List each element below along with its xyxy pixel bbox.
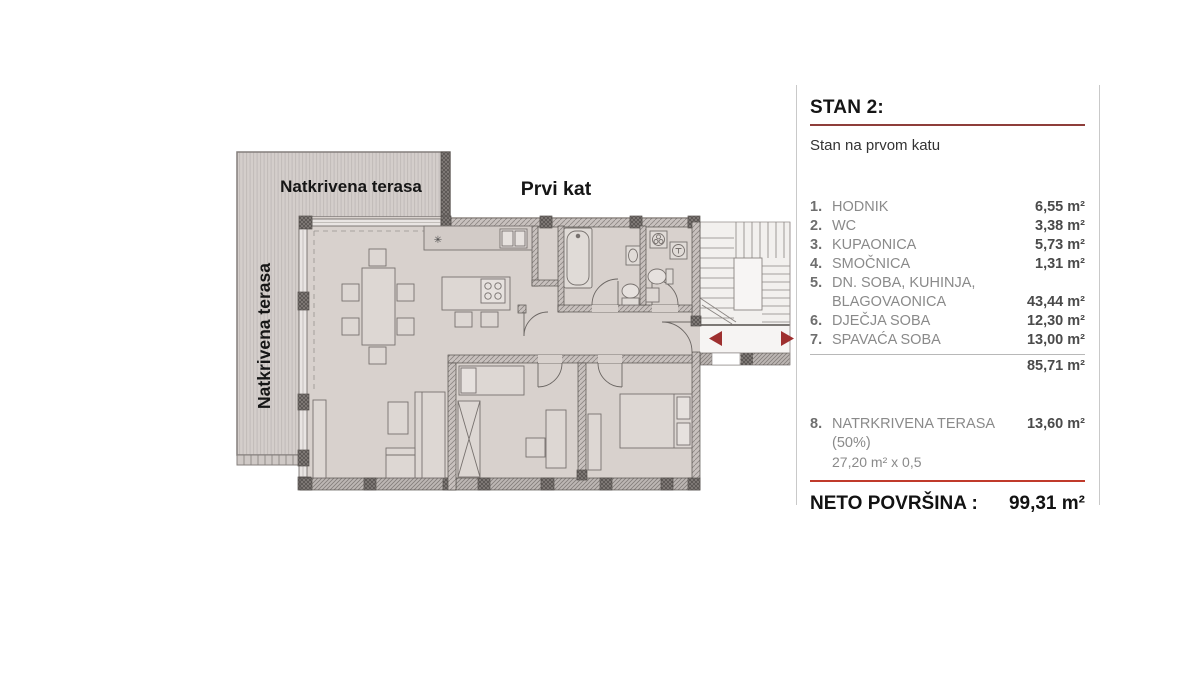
table-row <box>810 255 1085 274</box>
bathtub <box>564 228 592 288</box>
room-area: 6,55 m² <box>1035 199 1085 215</box>
row-number: 5. <box>810 275 823 291</box>
kitchen-counter <box>424 226 532 250</box>
room-area: 13,60 m² <box>1026 416 1085 432</box>
terrace-label-side: Natkrivena terasa <box>254 263 274 409</box>
wardrobe <box>458 401 480 477</box>
room-name: SMOČNICA <box>832 256 911 272</box>
room-area: 3,38 m² <box>1035 218 1085 234</box>
row-number: 1. <box>810 199 823 215</box>
total-divider <box>810 480 1085 482</box>
total-label: NETO POVRŠINA : <box>810 493 978 514</box>
double-bed <box>620 394 692 448</box>
row-number <box>810 293 832 312</box>
wardrobe-2 <box>546 410 566 468</box>
room-name: DN. SOBA, KUHINJA, <box>832 275 976 291</box>
stair-landing <box>734 258 762 310</box>
coffee-table <box>388 402 408 434</box>
table-row <box>810 312 1085 331</box>
wc-sink <box>646 288 659 302</box>
table-row <box>810 274 1085 293</box>
room-area: 5,73 m² <box>1035 237 1085 253</box>
title-underline <box>810 124 1085 126</box>
subtotal-value: 85,71 m² <box>1026 358 1085 374</box>
staircase <box>700 222 790 365</box>
room-name: NATRKRIVENA TERASA (50%) <box>832 416 995 451</box>
terrace-label-top: Natkrivena terasa <box>280 177 422 196</box>
room-name: HODNIK <box>832 199 889 215</box>
room-name: KUPAONICA <box>832 237 917 253</box>
wc-toilet <box>648 269 673 284</box>
panel-subtitle: Stan na prvom katu <box>810 137 941 154</box>
total-value: 99,31 m² <box>1008 493 1085 514</box>
side-table <box>526 438 545 457</box>
total-row <box>810 493 1085 515</box>
panel-title: STAN 2: <box>810 97 884 118</box>
room-area: 1,31 m² <box>1035 256 1085 272</box>
table-row-continuation <box>810 293 1085 312</box>
apartment-info-panel <box>796 85 1100 514</box>
stairwell-window-band <box>700 353 790 365</box>
row-number: 6. <box>810 313 823 329</box>
terrace-railing <box>237 455 307 465</box>
row-number: 2. <box>810 218 823 234</box>
room-name: DJEČJA SOBA <box>832 313 931 329</box>
table-row <box>810 198 1085 217</box>
floor-label: Prvi kat <box>520 178 592 200</box>
room-area: 43,44 m² <box>1026 294 1085 310</box>
table-row <box>810 217 1085 236</box>
room-name: WC <box>832 218 857 234</box>
room-area: 12,30 m² <box>1026 313 1085 329</box>
dryer-icon <box>670 242 687 259</box>
table-row <box>810 236 1085 255</box>
room-area-table <box>810 198 1085 350</box>
dresser <box>588 414 601 470</box>
room-area: 13,00 m² <box>1026 332 1085 348</box>
room-name: BLAGOVAONICA <box>832 294 947 310</box>
row-number: 3. <box>810 237 823 253</box>
terrace-area-block <box>810 415 1085 471</box>
bathroom-toilet <box>622 284 639 305</box>
room-name: SPAVAĆA SOBA <box>832 332 941 348</box>
single-bed <box>459 366 524 395</box>
row-number: 8. <box>810 416 823 432</box>
washing-machine-icon <box>650 231 667 248</box>
terrace-calculation-note: 27,20 m² x 0,5 <box>832 454 922 470</box>
tv-sideboard <box>313 400 326 478</box>
row-number: 7. <box>810 332 823 348</box>
bathroom-sink <box>626 246 640 265</box>
light-symbol-icon: ✳ <box>433 235 443 246</box>
terrace-corner-column <box>441 152 450 217</box>
table-row <box>810 415 1085 453</box>
row-number: 4. <box>810 256 823 272</box>
table-row <box>810 331 1085 350</box>
